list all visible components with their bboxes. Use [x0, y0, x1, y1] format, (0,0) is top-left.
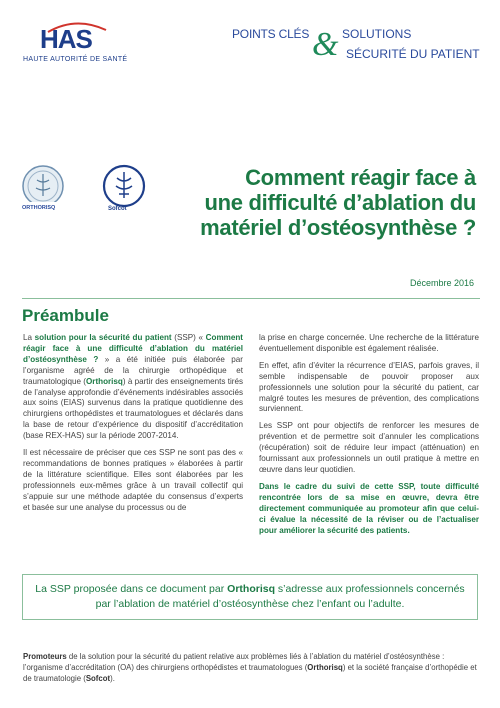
text-column-left — [23, 333, 243, 520]
series-ampersand: & — [312, 26, 339, 63]
paragraph-follow-up: Dans le cadre du suivi de cette SSP, toute difficulté rencontrée lors de sa mise en œuvre, devra être directement communiquée au promoteur afin que celui-ci évalue la nécessité de la réviser ou de l’actualiser pour améliorer la sécurité des patients. — [259, 481, 479, 535]
promoters-note: Promoteurs de la solution pour la sécurité du patient relative aux problèmes liés à l’ablation du matériel d’ostéosynthèse : l’organisme d’accréditation (OA) des chirurgiens orthopédistes et traumatologues (Orthorisq) et la société française d’orthopédie et de traumatologie (Sofcot). — [23, 652, 477, 683]
text-column-right — [259, 333, 479, 542]
series-solutions: SOLUTIONS — [342, 27, 412, 41]
orthorisq-seal-label: ORTHORISQ — [22, 205, 56, 211]
term-solution-securite: solution pour la sécurité du patient — [34, 333, 172, 342]
has-logo-subtitle: HAUTE AUTORITÉ DE SANTÉ — [23, 56, 128, 63]
term-ssp-title: Comment réagir face à une difficulté d’ablation du matériel d’ostéosynthèse ? — [23, 333, 243, 364]
paragraph-literature: la prise en charge concernée. Une recherche de la littérature éventuellement disponible est également réalisée. — [259, 333, 479, 353]
audience-box-text: La SSP proposée dans ce document par Orthorisq s’adresse aux professionnels concernés par l’ablation de matériel d’ostéosynthèse chez l’enfant ou l’adulte. — [35, 583, 465, 610]
paragraph-intro: La solution pour la sécurité du patient (SSP) « Comment réagir face à une difficulté d’ablation du matériel d’ostéosynthèse ? » a été initiée puis élaborée par l’organisme agréé de la chirurgie orthopédique et traumatologique (Orthorisq) à partir des enseignements tirés de l’analyse approfondie d’événements indésirables associés aux soins (EIAS) survenus dans la pratique quotidienne des chirurgiens orthopédistes et traumatologues et déclarés dans la base de retour d’expérience du dispositif d’accréditation (base REX-HAS) sur la période 2007-2014. — [23, 333, 243, 441]
series-securite-patient: SÉCURITÉ DU PATIENT — [346, 47, 480, 61]
paragraph-eias: En effet, afin d’éviter la récurrence d’EIAS, parfois graves, il semble indispensable de pouvoir proposer aux professionnels une solution pour la sécurité du patient, car malgré toutes les mesures de prévention, des complications surviennent. — [259, 360, 479, 414]
title-line-1: Comment réagir face à — [245, 165, 476, 190]
section-title-preambule: Préambule — [22, 306, 109, 325]
term-orthorisq: Orthorisq — [86, 376, 123, 386]
publication-date: Décembre 2016 — [409, 278, 474, 288]
title-line-2: une difficulté d’ablation du — [204, 190, 476, 215]
series-points-cles: POINTS CLÉS — [232, 27, 310, 41]
box-term-orthorisq: Orthorisq — [227, 583, 275, 595]
document-title — [146, 165, 476, 240]
title-line-3: matériel d’ostéosynthèse ? — [200, 215, 476, 240]
sofcot-seal-label: Sofcot — [108, 206, 127, 212]
paragraph-objectives: Les SSP ont pour objectifs de renforcer les mesures de prévention et de permettre soit d’annuler les complications (récupération) soit de réduire leur impact (atténuation) en fournissant aux professionnels un outil pratique à mettre en œuvre dans leur quotidien. — [259, 421, 479, 474]
has-logo: HAS — [40, 24, 92, 54]
paragraph-not-recommendations: Il est nécessaire de préciser que ces SSP ne sont pas des « recommandations de bonnes pratiques » élaborées à partir de la littérature scientifique. Elles sont élaborées par les professionnels eux-mêmes grâce à un travail collectif qui s’appuie sur une méthode adaptée du consensus d’experts et basée sur une analyse du processus ou de — [23, 448, 243, 512]
section-divider — [22, 298, 480, 299]
